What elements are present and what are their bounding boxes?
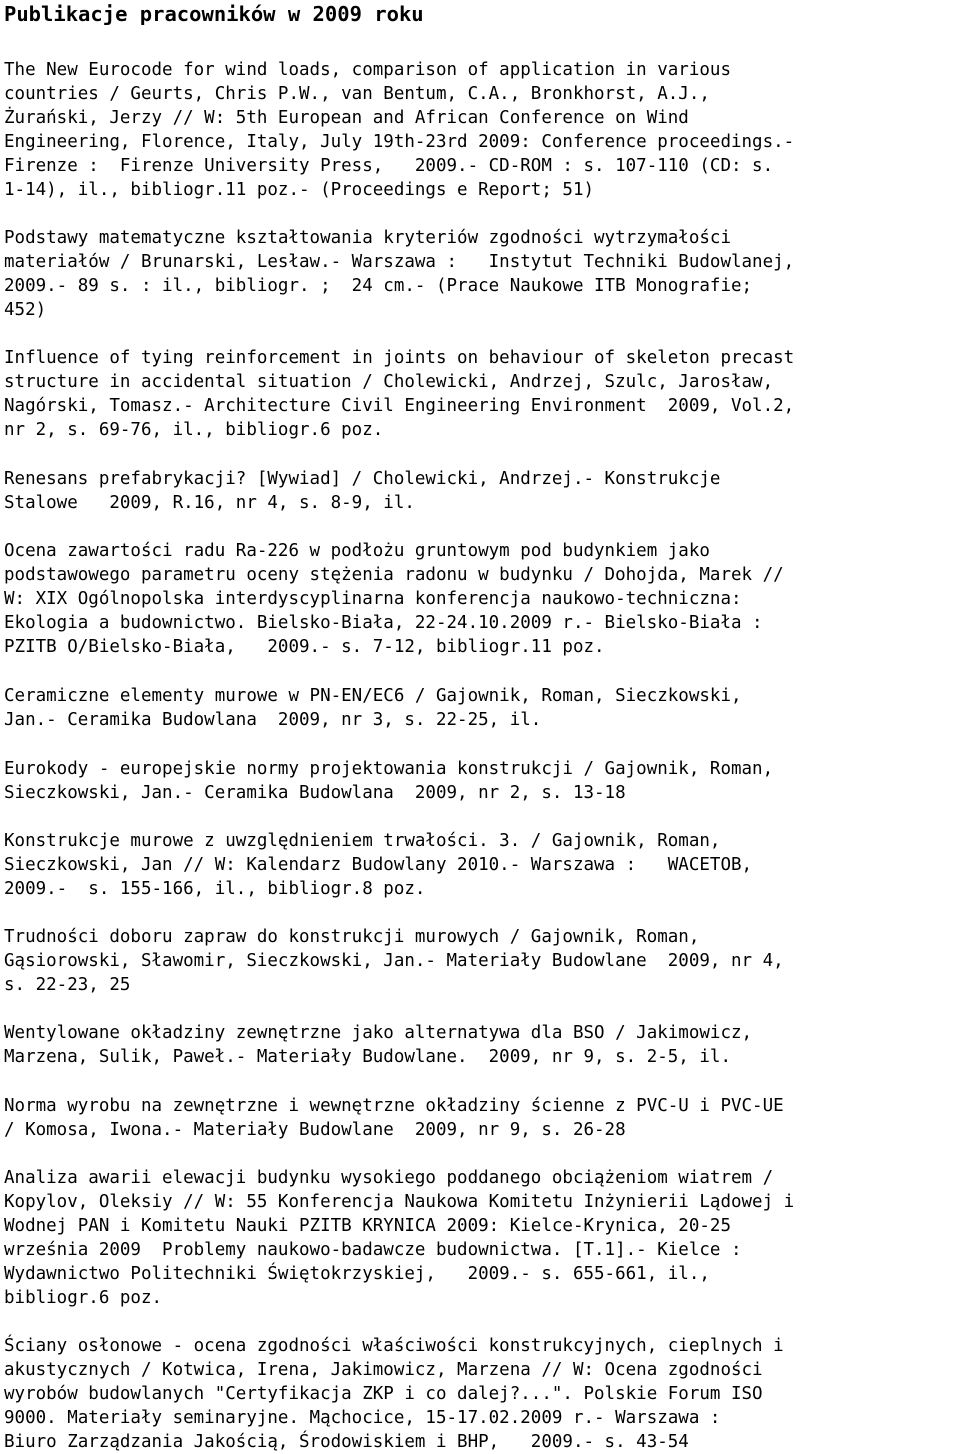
entry-line: s. 22-23, 25 [4, 975, 131, 996]
entry-line: Sieczkowski, Jan // W: Kalendarz Budowlany 2010.- Warszawa : WACETOB, [4, 855, 753, 876]
entry-line: structure in accidental situation / Cholewicki, Andrzej, Szulc, Jarosław, [4, 372, 774, 393]
entry-line: Ekologia a budownictwo. Bielsko-Biała, 22-24.10.2009 r.- Bielsko-Biała : [4, 613, 763, 634]
entry-line: nr 2, s. 69-76, il., bibliogr.6 poz. [4, 420, 384, 441]
entry-line: 2009.- 89 s. : il., bibliogr. ; 24 cm.- (Prace Naukowe ITB Monografie; [4, 276, 753, 297]
entry-line: Ceramiczne elementy murowe w PN-EN/EC6 / Gajownik, Roman, Sieczkowski, [4, 686, 742, 706]
entry-line: Wodnej PAN i Komitetu Nauki PZITB KRYNICA 2009: Kielce-Krynica, 20-25 [4, 1216, 731, 1237]
entry-line: Renesans prefabrykacji? [Wywiad] / Cholewicki, Andrzej.- Konstrukcje [4, 469, 721, 489]
publication-entry [4, 539, 960, 659]
entry-line: Ściany osłonowe - ocena zgodności właściwości konstrukcyjnych, cieplnych i [4, 1336, 784, 1356]
entry-line: PZITB O/Bielsko-Biała, 2009.- s. 7-12, bibliogr.11 poz. [4, 637, 605, 658]
entry-line: The New Eurocode for wind loads, comparison of application in various [4, 60, 731, 80]
publication-entry [4, 467, 960, 515]
entry-line: Wentylowane okładziny zewnętrzne jako alternatywa dla BSO / Jakimowicz, [4, 1023, 753, 1043]
entry-line: Wydawnictwo Politechniki Świętokrzyskiej, 2009.- s. 655-661, il., [4, 1264, 710, 1285]
entry-line: Ocena zawartości radu Ra-226 w podłożu gruntowym pod budynkiem jako [4, 541, 710, 561]
entry-line: Firenze : Firenze University Press, 2009.- CD-ROM : s. 107-110 (CD: s. [4, 156, 774, 177]
entry-line: Gąsiorowski, Sławomir, Sieczkowski, Jan.- Materiały Budowlane 2009, nr 4, [4, 951, 784, 972]
entry-line: Stalowe 2009, R.16, nr 4, s. 8-9, il. [4, 493, 415, 514]
publication-entry [4, 346, 960, 442]
entry-line: Nagórski, Tomasz.- Architecture Civil Engineering Environment 2009, Vol.2, [4, 396, 795, 417]
entry-line: września 2009 Problemy naukowo-badawcze budownictwa. [T.1].- Kielce : [4, 1240, 742, 1261]
entry-line: akustycznych / Kotwica, Irena, Jakimowicz, Marzena // W: Ocena zgodności [4, 1360, 763, 1381]
publication-entry [4, 58, 960, 203]
entry-line: Biuro Zarządzania Jakością, Środowiskiem i BHP, 2009.- s. 43-54 [4, 1432, 689, 1453]
entry-line: Eurokody - europejskie normy projektowania konstrukcji / Gajownik, Roman, [4, 759, 774, 779]
publication-entry [4, 925, 960, 997]
entry-line: 2009.- s. 155-166, il., bibliogr.8 poz. [4, 879, 426, 900]
entry-line: Jan.- Ceramika Budowlana 2009, nr 3, s. 22-25, il. [4, 710, 542, 731]
entry-line: 452) [4, 300, 47, 321]
entry-line: Influence of tying reinforcement in joints on behaviour of skeleton precast [4, 348, 795, 368]
entry-line: bibliogr.6 poz. [4, 1288, 163, 1309]
entry-line: W: XIX Ogólnopolska interdyscyplinarna konferencja naukowo-techniczna: [4, 589, 742, 610]
entry-line: Trudności doboru zapraw do konstrukcji murowych / Gajownik, Roman, [4, 927, 700, 947]
entry-line: Podstawy matematyczne kształtowania kryteriów zgodności wytrzymałości [4, 228, 731, 248]
entry-line: Marzena, Sulik, Paweł.- Materiały Budowlane. 2009, nr 9, s. 2-5, il. [4, 1047, 731, 1068]
publication-entry [4, 1334, 960, 1454]
publication-entry [4, 1166, 960, 1311]
entry-line: / Komosa, Iwona.- Materiały Budowlane 2009, nr 9, s. 26-28 [4, 1120, 626, 1141]
publication-entry [4, 226, 960, 322]
entry-line: Sieczkowski, Jan.- Ceramika Budowlana 2009, nr 2, s. 13-18 [4, 783, 626, 804]
entry-line: Analiza awarii elewacji budynku wysokiego poddanego obciążeniom wiatrem / [4, 1168, 774, 1188]
entry-line: wyrobów budowlanych "Certyfikacja ZKP i co dalej?...". Polskie Forum ISO [4, 1384, 763, 1405]
entry-line: Norma wyrobu na zewnętrzne i wewnętrzne okładziny ścienne z PVC-U i PVC-UE [4, 1096, 784, 1116]
entry-line: podstawowego parametru oceny stężenia radonu w budynku / Dohojda, Marek // [4, 565, 784, 586]
publication-entry [4, 1094, 960, 1142]
publication-entry [4, 684, 960, 732]
entry-line: Żurański, Jerzy // W: 5th European and African Conference on Wind [4, 108, 689, 129]
entry-line: materiałów / Brunarski, Lesław.- Warszawa : Instytut Techniki Budowlanej, [4, 252, 795, 273]
entry-line: Kopylov, Oleksiy // W: 55 Konferencja Naukowa Komitetu Inżynierii Lądowej i [4, 1192, 795, 1213]
entry-line: Engineering, Florence, Italy, July 19th-23rd 2009: Conference proceedings.- [4, 132, 795, 153]
publication-entry [4, 829, 960, 901]
entry-line: countries / Geurts, Chris P.W., van Bentum, C.A., Bronkhorst, A.J., [4, 84, 710, 105]
publication-entry [4, 757, 960, 805]
publication-entry [4, 1021, 960, 1069]
entry-line: Konstrukcje murowe z uwzględnieniem trwałości. 3. / Gajownik, Roman, [4, 831, 721, 851]
page-title: Publikacje pracowników w 2009 roku [4, 2, 424, 26]
entry-line: 1-14), il., bibliogr.11 poz.- (Proceedings e Report; 51) [4, 180, 595, 201]
entry-line: 9000. Materiały seminaryjne. Mąchocice, 15-17.02.2009 r.- Warszawa : [4, 1408, 721, 1429]
